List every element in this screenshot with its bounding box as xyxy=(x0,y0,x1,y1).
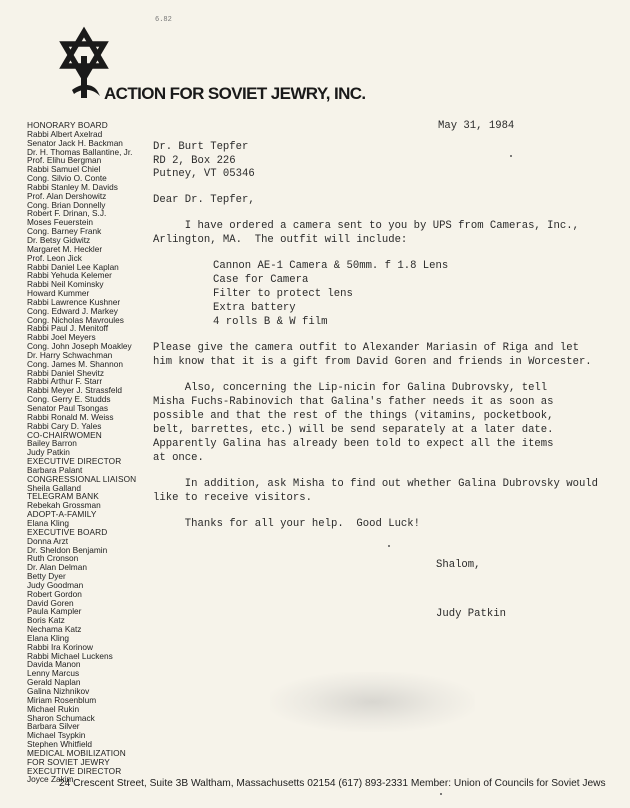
executive-board-list xyxy=(27,537,162,749)
board-member-name: Bailey Barron xyxy=(27,438,77,449)
board-member-name: Robert F. Drinan, S.J. xyxy=(27,208,107,219)
board-member-name: Rabbi Joel Meyers xyxy=(27,332,96,343)
paragraph-line: Misha Fuchs-Rabinovich that Galina's father needs it as soon as xyxy=(153,396,554,408)
paper-speck xyxy=(510,155,512,157)
board-member-name: Dr. Harry Schwachman xyxy=(27,349,113,360)
board-member-name: Ruth Cronson xyxy=(27,553,79,564)
board-member-name: Rabbi Albert Axelrad xyxy=(27,128,103,139)
board-member-name: Moses Feuerstein xyxy=(27,217,93,228)
board-member-name: Senator Jack H. Backman xyxy=(27,137,123,148)
adopt-a-family-title: ADOPT-A-FAMILY xyxy=(27,509,97,520)
paragraph-line: Arlington, MA. The outfit will include: xyxy=(153,234,408,246)
star-of-david-hammer-sickle-logo-icon xyxy=(58,26,110,100)
board-member-name: Dr. H. Thomas Ballantine, Jr. xyxy=(27,146,133,157)
outfit-item: Cannon AE-1 Camera & 50mm. f 1.8 Lens xyxy=(213,260,449,272)
board-member-name: Michael Tsypkin xyxy=(27,730,86,741)
organization-name: ACTION FOR SOVIET JEWRY, INC. xyxy=(104,84,366,103)
board-member-name: Rabbi Daniel Shevitz xyxy=(27,367,105,378)
paragraph-line: Please give the camera outfit to Alexander Mariasin of Riga and let xyxy=(153,342,579,354)
board-member-name: Nechama Katz xyxy=(27,624,82,635)
paragraph-line: belt, barrettes, etc.) will be send separately at a later date. xyxy=(153,424,554,436)
board-list-sidebar xyxy=(27,121,162,784)
co-chairwomen-list xyxy=(27,439,162,457)
telegram-bank-title: TELEGRAM BANK xyxy=(27,491,99,502)
board-member-name: Judy Goodman xyxy=(27,579,84,590)
board-member-name: Rabbi Stanley M. Davids xyxy=(27,181,118,192)
board-member-name: Rabbi Paul J. Menitoff xyxy=(27,323,109,334)
board-member-name: Michael Rukin xyxy=(27,703,80,714)
board-member-name: Dr. Betsy Gidwitz xyxy=(27,234,91,245)
outfit-item: Extra battery xyxy=(213,302,296,314)
executive-director-title: EXECUTIVE DIRECTOR xyxy=(27,456,122,467)
paper-stain xyxy=(270,672,475,732)
paragraph-line: In addition, ask Misha to find out whether Galina Dubrovsky would xyxy=(153,478,599,490)
paragraph-line: Also, concerning the Lip-nicin for Galina Dubrovsky, tell xyxy=(153,382,548,394)
closing: Shalom, xyxy=(436,559,481,571)
salutation: Dear Dr. Tepfer, xyxy=(153,194,255,206)
top-mark: 6.82 xyxy=(155,16,172,24)
board-member-name: Rabbi Meyer J. Strassfeld xyxy=(27,385,122,396)
congressional-liaison-title: CONGRESSIONAL LIAISON xyxy=(27,473,137,484)
board-member-name: Rabbi Michael Luckens xyxy=(27,650,113,661)
board-member-name: Cong. Brian Donnelly xyxy=(27,199,106,210)
co-chairwomen-title: CO-CHAIRWOMEN xyxy=(27,429,102,440)
board-member-name: Rabbi Daniel Lee Kaplan xyxy=(27,261,119,272)
board-member-name: Betty Dyer xyxy=(27,571,66,582)
board-member-name: Boris Katz xyxy=(27,615,65,626)
outfit-item: Filter to protect lens xyxy=(213,288,353,300)
board-member-name: Rabbi Ira Korinow xyxy=(27,641,93,652)
board-member-name: Cong. James M. Shannon xyxy=(27,358,123,369)
outfit-item: 4 rolls B & W film xyxy=(213,316,328,328)
board-member-name: Sheila Galland xyxy=(27,482,81,493)
board-member-name: Dr. Sheldon Benjamin xyxy=(27,544,108,555)
board-member-name: Paula Kampler xyxy=(27,606,82,617)
paragraph-line: at once. xyxy=(153,452,204,464)
board-member-name: Margaret M. Heckler xyxy=(27,243,103,254)
board-member-name: Rabbi Yehuda Kelemer xyxy=(27,270,112,281)
board-member-name: Rabbi Cary D. Yales xyxy=(27,420,102,431)
board-member-name: Prof. Leon Jick xyxy=(27,252,82,263)
board-member-name: Stephen Whitfield xyxy=(27,739,93,750)
recipient-line: Dr. Burt Tepfer xyxy=(153,141,249,153)
paragraph-line: like to receive visitors. xyxy=(153,492,312,504)
board-member-name: Senator Paul Tsongas xyxy=(27,403,109,413)
footer-address: 24 Crescent Street, Suite 3B Waltham, Massachusetts 02154 (617) 893-2331 Member: Union of Councils for Soviet Jews xyxy=(59,778,606,789)
recipient-line: RD 2, Box 226 xyxy=(153,155,236,167)
paper-speck xyxy=(440,793,442,795)
board-member-name: Miriam Rosenblum xyxy=(27,694,97,705)
board-member-name: Cong. Silvio O. Conte xyxy=(27,173,107,184)
board-member-name: Sharon Schumack xyxy=(27,712,95,723)
board-member-name: Rabbi Neil Kominsky xyxy=(27,279,104,290)
medical-director-title: EXECUTIVE DIRECTOR xyxy=(27,765,122,776)
honorary-board-list xyxy=(27,130,162,431)
board-member-name: Joyce Zakim xyxy=(27,774,74,785)
board-member-name: Robert Gordon xyxy=(27,588,82,599)
medical-mobilization-subtitle: FOR SOVIET JEWRY xyxy=(27,756,110,767)
board-member-name: Cong. Nicholas Mavroules xyxy=(27,314,124,325)
paragraph-line: I have ordered a camera sent to you by UPS from Cameras, Inc., xyxy=(153,220,579,232)
board-member-name: Cong. Gerry E. Studds xyxy=(27,394,111,405)
board-member-name: Lenny Marcus xyxy=(27,668,80,679)
board-member-name: Barbara Palant xyxy=(27,464,83,475)
board-member-name: Judy Patkin xyxy=(27,447,70,458)
paragraph-line: possible and that the rest of the things (vitamins, pocketbook, xyxy=(153,410,554,422)
signature: Judy Patkin xyxy=(436,608,506,620)
board-member-name: Davida Manon xyxy=(27,659,81,670)
board-member-name: Cong. Barney Frank xyxy=(27,226,102,237)
board-member-name: Cong. John Joseph Moakley xyxy=(27,341,132,352)
board-member-name: Galina Nizhnikov xyxy=(27,686,90,696)
paper-speck xyxy=(388,545,390,547)
executive-board-title: EXECUTIVE BOARD xyxy=(27,526,108,537)
board-member-name: Rabbi Lawrence Kushner xyxy=(27,296,121,307)
board-member-name: Howard Kummer xyxy=(27,288,90,299)
board-member-name: Elana Kling xyxy=(27,632,69,643)
paragraph-line: Thanks for all your help. Good Luck! xyxy=(153,518,421,530)
board-member-name: Cong. Edward J. Markey xyxy=(27,305,118,316)
paragraph-line: him know that it is a gift from David Goren and friends in Worcester. xyxy=(153,356,592,368)
board-member-name: Rabbi Arthur F. Starr xyxy=(27,376,103,387)
board-member-name: Barbara Silver xyxy=(27,721,80,732)
medical-mobilization-title: MEDICAL MOBILIZATION xyxy=(27,747,126,758)
board-member-name: Donna Arzt xyxy=(27,535,69,546)
recipient-line: Putney, VT 05346 xyxy=(153,168,255,180)
board-member-name: Prof. Alan Dershowitz xyxy=(27,190,107,201)
board-member-name: Rabbi Ronald M. Weiss xyxy=(27,411,114,422)
honorary-board-title: HONORARY BOARD xyxy=(27,120,108,130)
board-member-name: David Goren xyxy=(27,597,74,608)
outfit-item: Case for Camera xyxy=(213,274,309,286)
letter-date: May 31, 1984 xyxy=(438,120,515,132)
paragraph-line: Apparently Galina has already been told to expect all the items xyxy=(153,438,554,450)
board-member-name: Elana Kling xyxy=(27,517,69,528)
board-member-name: Rebekah Grossman xyxy=(27,500,101,511)
board-member-name: Prof. Elihu Bergman xyxy=(27,155,102,166)
board-member-name: Gerald Naplan xyxy=(27,677,81,688)
board-member-name: Dr. Alan Delman xyxy=(27,562,87,573)
board-member-name: Rabbi Samuel Chiel xyxy=(27,164,101,175)
